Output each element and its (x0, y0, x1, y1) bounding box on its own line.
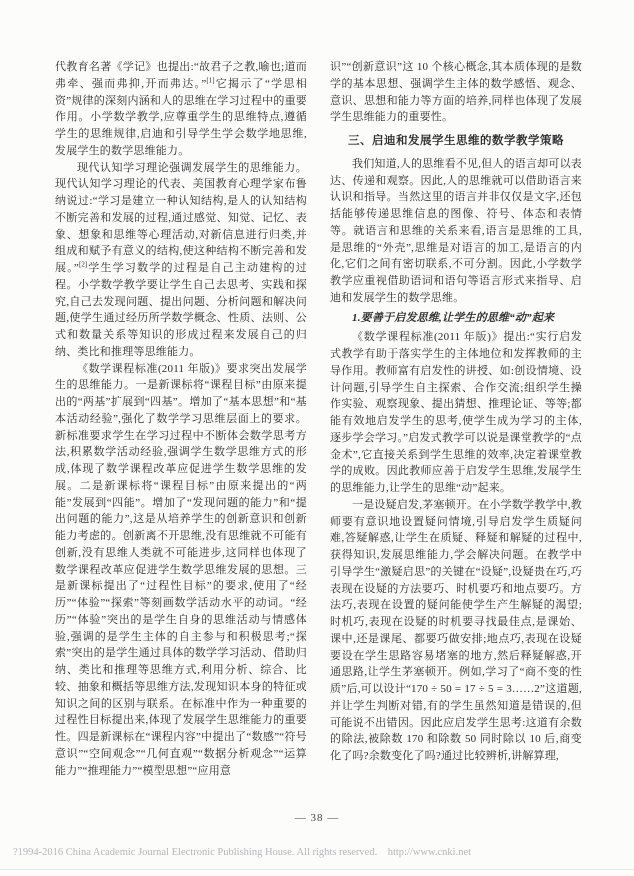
copyright-notice: ?1994-2016 China Academic Journal Electronic Publishing House. All rights reserved. http://www.cnki.net (13, 847, 472, 858)
section-heading: 三、启迪和发展学生思维的数学教学策略 (348, 135, 564, 147)
citation-ref: [1] (206, 76, 215, 85)
left-column (55, 59, 307, 779)
paragraph: 我们知道,人的思维看不见,但人的语言却可以表达、传递和观察。因此,人的思维就可以借助语言来认识和指导。当然这里的语言并非仅仅是文字,还包括能够传递思维信息的图像、符号、体态和表情等。就语言和思维的关系来看,语言是思维的工具,是思维的“外壳”,思维是对语言的加工,是语言的内化,它们之间有密切联系,不可分割。因此,小学数学教学应重视借助语词和语句等语言形式来指导、启迪和发展学生的数学思维。 (330, 157, 582, 304)
text-columns (55, 59, 582, 779)
sub-heading: 1.要善于启发思维,让学生的思维“动”起来 (352, 311, 555, 324)
paragraph: 识”“创新意识”这 10 个核心概念,其本质体现的是数学的基本思想、强调学生主体的数学感悟、观念、意识、思想和能力等方面的培养,同样也体现了发展学生思维能力的重要性。 (330, 61, 582, 124)
scan-edge-rule (0, 869, 634, 870)
paragraph: 《数学课程标准(2011 年版)》要求突出发展学生的思维能力。一是新课标将“课程目标”由原来提出的“两基”扩展到“四基”。增加了“基本思想”和“基本活动经验”,强化了数学学习思维层面上的要求。新标准要求学生在学习过程中不断体会数学思考方法,积累数学活动经验,强调学生数学思维方式的形成,体现了数学课程改革应促进学生数学思维的发展。二是新课标将“课程目标”由原来提出的“两能”发展到“四能”。增加了“发现问题的能力”和“提出问题的能力”,这是从培养学生的创新意识和创新能力考虑的。创新离不开思维,没有思维就不可能有创新,没有思维人类就不可能进步,这同样也体现了数学课程改革应促进学生数学思维发展的思想。三是新课标提出了“过程性目标”的要求,使用了“经历”“体验”“探索”等刻画数学活动水平的动词。“经历”“体验”突出的是学生自身的思维活动与情感体验,强调的是学生主体的自主参与和积极思考;“探索”突出的是学生通过具体的数学学习活动、借助归纳、类比和推理等思维方式,利用分析、综合、比较、抽象和概括等思维方法,发现知识本身的特征或知识之间的区别与联系。在标准中作为一种重要的过程性目标提出来,体现了发展学生思维能力的重要性。四是新课标在“课程内容”中提出了“数感”“符号意识”“空间观念”“几何直观”“数据分析观念”“运算能力”“推理能力”“模型思想”“应用意 (55, 362, 307, 777)
paragraph: 现代认知学习理论强调发展学生的思维能力。现代认知学习理论的代表、美国教育心理学家布鲁纳说过:“学习是建立一种认知结构,是人的认知结构不断完善和发展的过程,通过感觉、知觉、记忆、表象、想象和思维等心理活动,对新信息进行归类,并组成和赋予有意义的结构,使这种结构不断完善和发展。”[2]学生学习数学的过程是自己主动建构的过程。小学数学教学要让学生自己去思考、实践和探究,自己去发现问题、提出问题、分析问题和解决问题,使学生通过经历所学数学概念、性质、法则、公式和数量关系等知识的形成过程来发展自己的归纳、类比和推理等思维能力。 (55, 161, 307, 358)
page-number: — 38 — (294, 812, 340, 824)
paragraph: 《数学课程标准(2011 年版)》提出:“实行启发式教学有助于落实学生的主体地位和发挥教师的主导作用。教师富有启发性的讲授、如:创设情境、设计问题,引导学生自主探索、合作交流;组织学生操作实验、观察现象、提出猜想、推理论证、等等;都能有效地启发学生的思考,使学生成为学习的主体,逐步学会学习。”启发式教学可以说是课堂教学的“点金术”,它直接关系到学生思维的效率,决定着课堂教学的成败。因此教师应善于启发学生思维,发展学生的思维能力,让学生的思维“动”起来。 (330, 331, 582, 494)
paragraph: 一是设疑启发,茅塞顿开。在小学数学教学中,教师要有意识地设置疑问情境,引导启发学生质疑问难,答疑解惑,让学生在质疑、释疑和解疑的过程中,获得知识,发展思维能力,学会解决问题。在教学中引导学生“激疑启思”的关键在“设疑”,设疑贵在巧,巧表现在设疑的方法要巧、时机要巧和地点要巧。方法巧,表现在设置的疑问能使学生产生解疑的渴望;时机巧,表现在设疑的时机要寻找最佳点,是课始、课中,还是课尾、都要巧做安排;地点巧,表现在设疑要设在学生思路容易堵塞的地方,然后释疑解惑,开通思路,让学生茅塞顿开。例如,学习了“商不变的性质”后,可以设计“170 ÷ 50 = 17 ÷ 5 = 3……2”这道题,并让学生判断对错,有的学生虽然知道是错误的,但可能说不出错因。因此应启发学生思考:这道有余数的除法,被除数 170 和除数 50 同时除以 10 后,商变化了吗?余数变化了吗?通过比较辨析,讲解算理, (330, 498, 582, 762)
paragraph: 代教育名著《学记》也提出:“故君子之教,喻也;道而弗牵、强而弗抑,开而弗达。”[1]它揭示了“学思相资”规律的深刻内涵和人的思维在学习过程中的重要作用。小学数学教学,应尊重学生的思维特点,遵循学生的思维规律,启迪和引导学生学会数学地思维,发展学生的数学思维能力。 (55, 61, 307, 157)
citation-ref: [2] (79, 260, 88, 269)
right-column (330, 59, 582, 779)
